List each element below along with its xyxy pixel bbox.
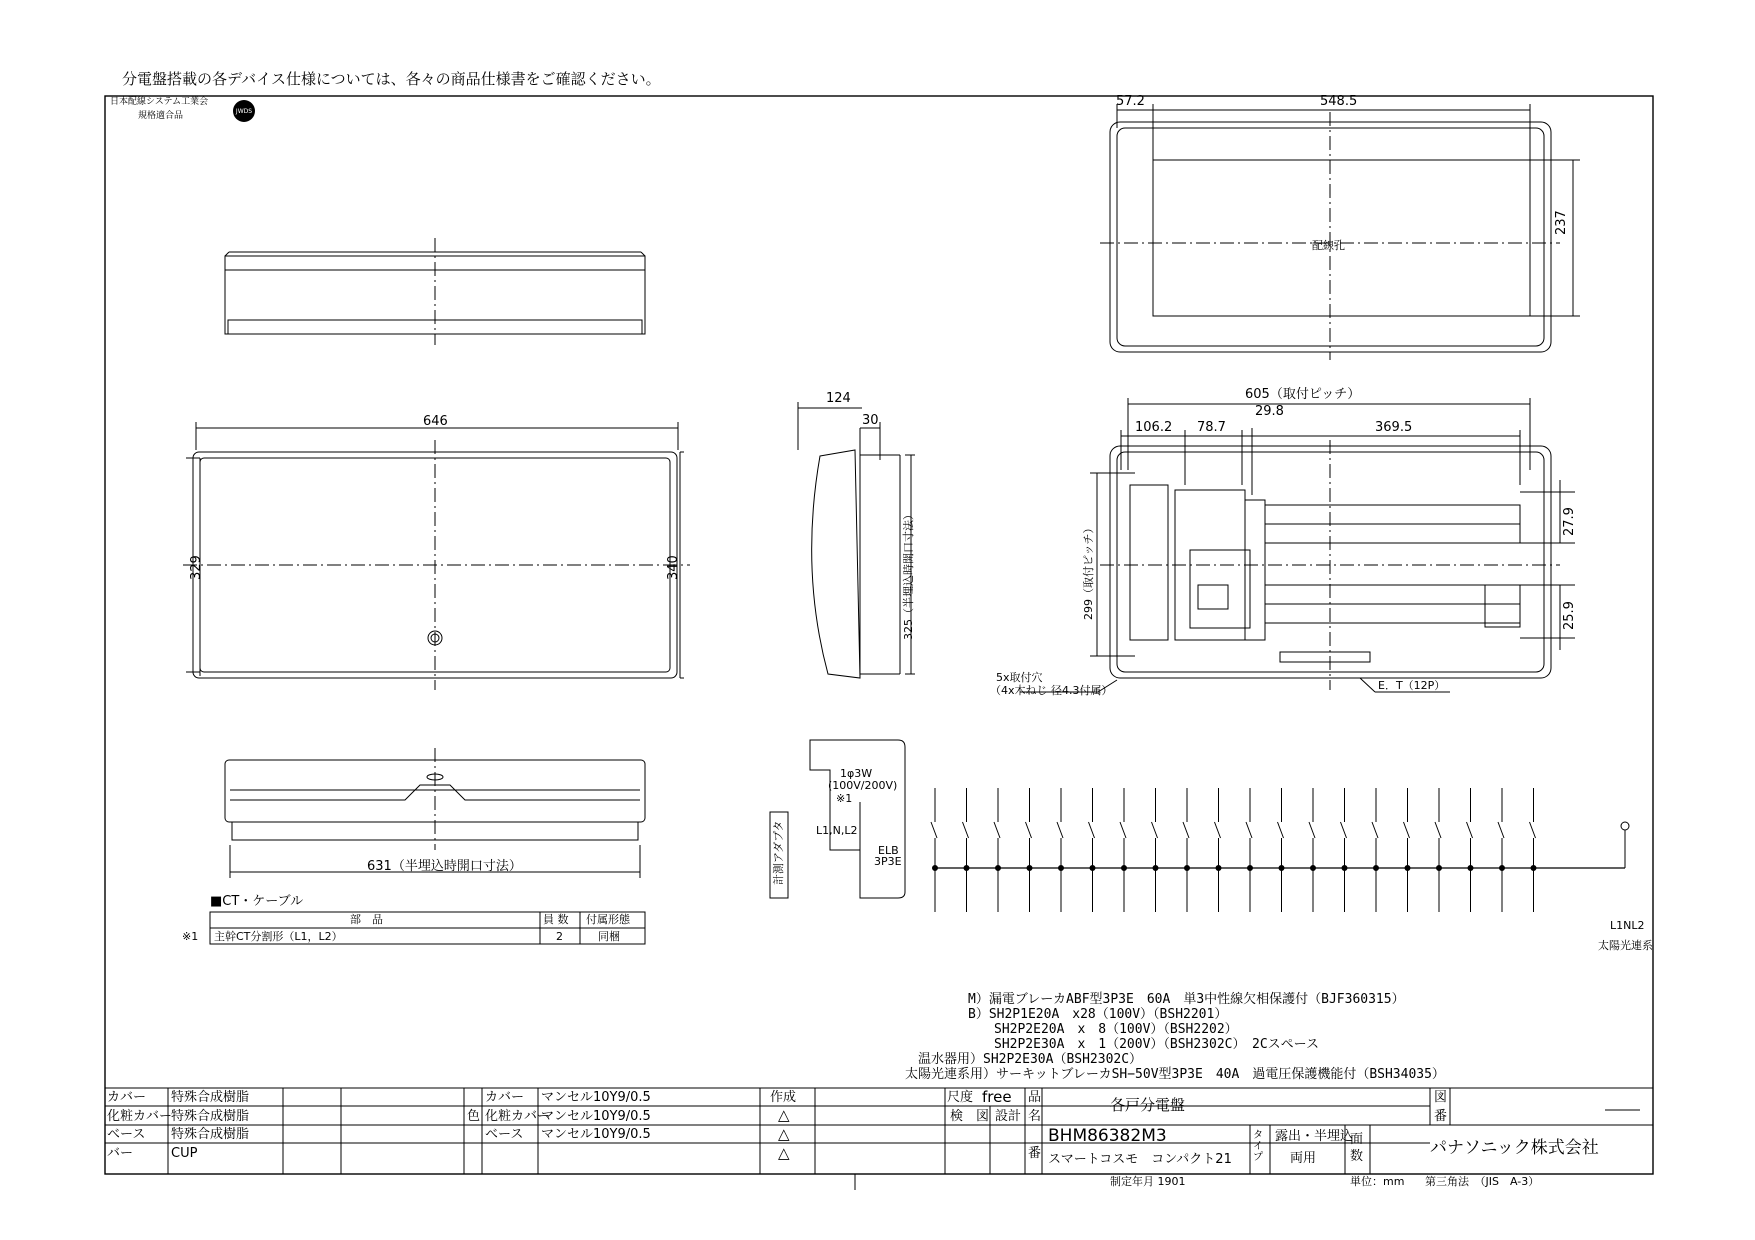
et-terminal-label: E．T（12P） (1378, 679, 1446, 692)
dim-vert-pitch: 299（取付ピッチ） (1082, 522, 1095, 620)
spec-main: M）漏電ブレーカABF型3P3E 60A 単3中性線欠相保護付（BJF360315） (968, 992, 1405, 1007)
product-series: スマートコスモ コンパクト21 (1048, 1152, 1232, 1167)
branch-circuit (1120, 788, 1127, 912)
solar-terminals: L1NL2 (1610, 919, 1645, 932)
page-count-label: 面数 (1350, 1132, 1364, 1164)
mount-holes-note: （4x木ねじ 径4.3付属） (990, 684, 1113, 697)
supply-type: 1φ3W (840, 767, 873, 780)
revision-mark-3: △ (778, 1144, 790, 1162)
branch-circuit (1530, 788, 1537, 912)
spec-branch-1: B）SH2P1E20A x28（100V）（BSH2201） (968, 1007, 1228, 1022)
dim-front-width: 646 (423, 414, 448, 429)
dim-mount-pitch: 605（取付ピッチ） (1245, 387, 1361, 402)
type-value-1: 露出・半埋込 (1275, 1129, 1354, 1144)
mat-part-2: 化粧カバー (107, 1109, 173, 1124)
color-value-3: マンセル10Y9/0.5 (541, 1127, 651, 1142)
company-name: パナソニック株式会社 (1430, 1138, 1599, 1158)
color-label: 色 (467, 1109, 481, 1124)
ct-row-part: 主幹CT分割形（L1，L2） (214, 930, 343, 943)
seal-text: JWDS (235, 107, 253, 115)
ct-row-form: 同梱 (598, 930, 620, 943)
elb-label: ELB (878, 844, 899, 857)
branch-circuit (1152, 788, 1159, 912)
supply-voltage: (100V/200V) (828, 779, 898, 792)
spec-branch-2: SH2P2E20A x 8（100V）（BSH2202） (968, 1022, 1238, 1037)
branch-circuit (994, 788, 1001, 912)
color-part-2: 化粧カバー (485, 1109, 551, 1124)
dim-front-h-right: 340 (666, 555, 681, 580)
dim-top-left: 57.2 (1116, 94, 1145, 109)
branch-circuit (1057, 788, 1064, 912)
dim-top-width: 548.5 (1320, 94, 1358, 109)
spec-branch-3: SH2P2E30A x 1（200V）（BSH2302C） 2Cスペース (968, 1037, 1320, 1052)
branch-circuit (1372, 788, 1379, 912)
branch-circuit (1246, 788, 1253, 912)
projection-label: 第三角法 （JIS A-3） (1425, 1175, 1540, 1188)
dim-side-depth: 124 (826, 391, 851, 406)
scale-label: 尺度 (947, 1090, 974, 1105)
branch-circuit (931, 788, 938, 912)
association-name: 日本配線システム工業会 (110, 97, 209, 107)
dim-bottom-opening: 631（半埋込時開口寸法） (367, 859, 522, 874)
mount-holes-label: 5x取付穴 (996, 671, 1043, 684)
product-name: 各戸分電盤 (1110, 1096, 1186, 1114)
ct-header-qty: 員 数 (543, 913, 569, 926)
unit-label: 単位：mm (1350, 1175, 1405, 1188)
branch-circuit (1435, 788, 1442, 912)
phase-label: L1,N,L2 (816, 824, 858, 837)
spec-solar: 太陽光連系用）サーキットブレーカSH−50V型3P3E 40A 過電圧保護機能付（BSH34035） (905, 1067, 1445, 1082)
branch-circuit (1215, 788, 1222, 912)
dim-row-h2: 25.9 (1562, 601, 1577, 630)
ban2-label: 番 (1434, 1109, 1448, 1124)
ban-label: 番 (1028, 1146, 1042, 1161)
solar-label: 太陽光連系 (1598, 939, 1653, 952)
ct-table-title: ■CT・ケーブル (210, 894, 304, 909)
dim-int-c: 29.8 (1255, 404, 1284, 419)
type-label: タイプ (1253, 1130, 1263, 1163)
mat-value-1: 特殊合成樹脂 (171, 1090, 250, 1105)
branch-circuit (1278, 788, 1285, 912)
branch-circuit (1089, 788, 1096, 912)
dim-int-b: 78.7 (1197, 420, 1226, 435)
dim-row-h1: 27.9 (1562, 507, 1577, 536)
elb-type: 3P3E (874, 855, 902, 868)
color-value-1: マンセル10Y9/0.5 (541, 1090, 651, 1105)
note-ref: ※1 (836, 792, 853, 805)
ct-header-part: 部 品 (350, 913, 383, 926)
mei-label: 名 (1028, 1109, 1042, 1124)
dim-int-a: 106.2 (1135, 420, 1173, 435)
branch-circuit (1341, 788, 1348, 912)
association-compliance: 規格適合品 (138, 111, 184, 121)
dim-front-h-left: 329 (189, 555, 204, 580)
date-label: 制定年月 1901 (1110, 1175, 1186, 1188)
mat-part-1: カバー (107, 1090, 147, 1105)
mat-value-3: 特殊合成樹脂 (171, 1127, 250, 1142)
spec-water-heater: 温水器用）SH2P2E30A（BSH2302C） (918, 1052, 1143, 1067)
notice-text: 分電盤搭載の各デバイス仕様については、各々の商品仕様書をご確認ください。 (122, 70, 661, 88)
mat-part-3: ベース (107, 1127, 146, 1142)
ct-row-qty: 2 (556, 930, 563, 943)
type-value-2: 両用 (1290, 1151, 1317, 1166)
wiring-hole-label: 配線孔 (1312, 239, 1345, 252)
revision-mark-1: △ (778, 1106, 790, 1124)
dim-side-flange: 30 (862, 413, 879, 428)
branch-circuit (1309, 788, 1316, 912)
adapter-label: 計測アダプタ (772, 820, 785, 885)
check-label: 検 図 (950, 1109, 990, 1124)
color-part-1: カバー (485, 1090, 525, 1105)
branch-circuit (1183, 788, 1190, 912)
zu-label: 図 (1434, 1090, 1448, 1105)
created-label: 作成 (770, 1090, 797, 1105)
design-label: 設計 (995, 1109, 1022, 1124)
ct-header-form: 付属形態 (586, 913, 630, 926)
branch-circuit (963, 788, 970, 912)
branch-circuit (1026, 788, 1033, 912)
ct-mark: ※1 (182, 930, 199, 943)
product-code: BHM86382M3 (1048, 1126, 1167, 1146)
mat-value-4: CUP (171, 1146, 198, 1161)
hin-label: 品 (1028, 1090, 1042, 1105)
mat-part-4: バー (107, 1146, 134, 1161)
color-value-2: マンセル10Y9/0.5 (541, 1109, 651, 1124)
scale-value: free (982, 1088, 1012, 1106)
branch-circuit (1467, 788, 1474, 912)
revision-mark-2: △ (778, 1125, 790, 1143)
dim-int-d: 369.5 (1375, 420, 1413, 435)
mat-value-2: 特殊合成樹脂 (171, 1109, 250, 1124)
branch-circuit (1404, 788, 1411, 912)
color-part-3: ベース (485, 1127, 524, 1142)
branch-circuit (1498, 788, 1505, 912)
dim-top-height: 237 (1554, 210, 1569, 235)
dim-side-opening: 325（半埋込時開口寸法） (902, 509, 915, 640)
